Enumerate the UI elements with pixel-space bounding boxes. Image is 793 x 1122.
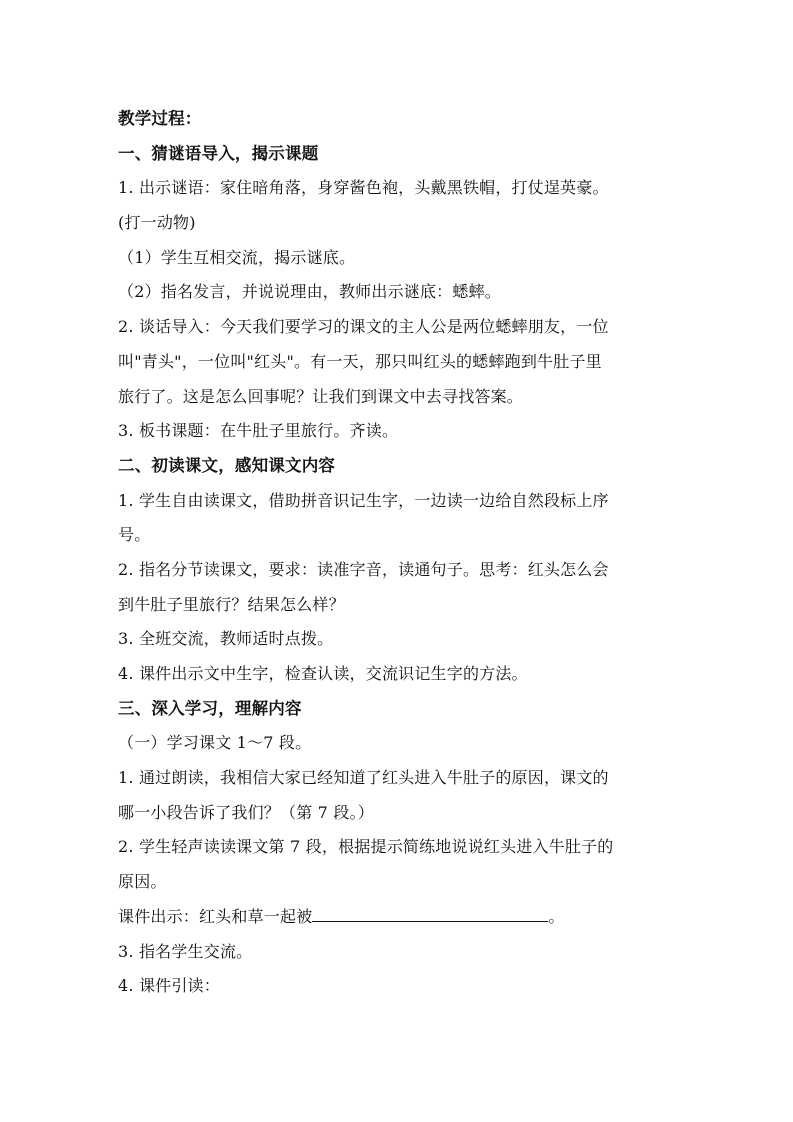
text-line: （一）学习课文 1～7 段。 bbox=[118, 733, 312, 753]
text-line: 原因。 bbox=[118, 872, 167, 892]
text-line: （1）学生互相交流，揭示谜底。 bbox=[118, 247, 356, 267]
document-content bbox=[118, 102, 678, 1004]
section-heading-3: 三、深入学习，理解内容 bbox=[118, 698, 302, 718]
text-line: (打一动物) bbox=[118, 213, 196, 233]
text-line: 4. 课件引读： bbox=[118, 976, 220, 996]
text-line: 1. 通过朗读，我相信大家已经知道了红头进入牛肚子的原因，课文的 bbox=[118, 768, 609, 788]
text-line: 3. 板书课题：在牛肚子里旅行。齐读。 bbox=[118, 421, 399, 441]
fill-in-suffix: 。 bbox=[548, 906, 565, 926]
text-line: 到牛肚子里旅行？结果怎么样？ bbox=[118, 594, 345, 614]
text-line: 3. 指名学生交流。 bbox=[118, 941, 253, 961]
fill-in-blank bbox=[312, 903, 548, 922]
text-line: 哪一小段告诉了我们？（第 7 段。） bbox=[118, 802, 374, 822]
text-line: 2. 指名分节读课文，要求：读准字音，读通句子。思考：红头怎么会 bbox=[118, 559, 609, 579]
text-line: 1. 学生自由读课文，借助拼音识记生字，一边读一边给自然段标上序 bbox=[118, 490, 609, 510]
text-line: 1. 出示谜语：家住暗角落，身穿酱色袍，头戴黑铁帽，打仗逞英豪。 bbox=[118, 178, 609, 198]
text-line: 3. 全班交流，教师适时点拨。 bbox=[118, 629, 334, 649]
fill-in-prefix: 课件出示：红头和草一起被 bbox=[118, 906, 313, 926]
text-line: 旅行了。这是怎么回事呢？让我们到课文中去寻找答案。 bbox=[118, 386, 524, 406]
section-heading-2: 二、初读课文，感知课文内容 bbox=[118, 455, 336, 475]
text-line: 叫"青头"，一位叫"红头"。有一天，那只叫红头的蟋蟀跑到牛肚子里 bbox=[118, 351, 602, 371]
fill-in-line bbox=[118, 900, 678, 935]
text-line: 号。 bbox=[118, 525, 151, 545]
section-heading-1: 一、猜谜语导入，揭示课题 bbox=[118, 143, 319, 163]
text-line: 2. 学生轻声读读课文第 7 段，根据提示简练地说说红头进入牛肚子的 bbox=[118, 837, 614, 857]
text-line: （2）指名发言，并说说理由，教师出示谜底：蟋蟀。 bbox=[118, 282, 501, 302]
text-line: 4. 课件出示文中生字，检查认读，交流识记生字的方法。 bbox=[118, 664, 528, 683]
document-title: 教学过程： bbox=[118, 109, 202, 128]
text-line: 2. 谈话导入：今天我们要学习的课文的主人公是两位蟋蟀朋友，一位 bbox=[118, 317, 609, 337]
